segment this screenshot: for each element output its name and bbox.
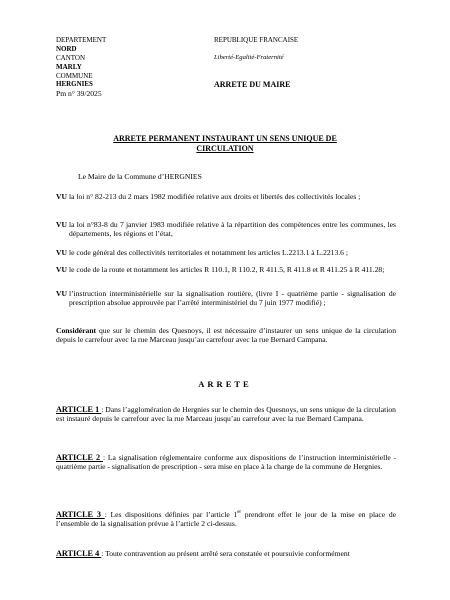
vu-label: VU	[56, 248, 67, 257]
article-label: ARTICLE 4	[56, 549, 102, 558]
title-line-1: ARRETE PERMANENT INSTAURANT UN SENS UNIQUE DE	[113, 134, 337, 143]
vu-item	[56, 289, 396, 308]
canton-label: CANTON	[56, 53, 86, 62]
vu-item	[56, 265, 396, 289]
intro-line: Le Maire de la Commune d’HERGNIES	[78, 172, 202, 181]
arrete-heading: ARRETE	[198, 379, 252, 389]
article-3	[56, 508, 396, 529]
vu-label: VU	[56, 192, 67, 201]
article-text: : Toute contravention au présent arrêté sera constatée et poursuivie conformément	[101, 549, 350, 558]
departement-label: DEPARTEMENT	[56, 36, 107, 44]
vu-text: la loi n°83-8 du 7 janvier 1983 modifiée relative à la répartition des compétences entre les communes, les départements, les régions et l’état,	[69, 220, 396, 239]
vu-item	[56, 220, 396, 248]
vu-label: VU	[56, 220, 67, 229]
header-left-block	[56, 36, 196, 98]
article-text-start: : Les dispositions définies par l’article 1	[104, 510, 238, 519]
commune-value: HERGNIES	[56, 80, 93, 89]
commune-label: COMMUNE	[56, 71, 93, 80]
article-text-end: prendront effet le jour de la mise en place de l’ensemble de la signalisation prévue à l’article 2 ci-dessus.	[56, 510, 396, 529]
article-label: ARTICLE 1	[56, 405, 102, 414]
vu-text: le code général des collectivités territoriales et notamment les articles L.2213.1 à L.2213.6 ;	[69, 248, 348, 257]
vu-item	[56, 248, 396, 265]
considerant-paragraph	[56, 326, 396, 345]
article-label: ARTICLE 3	[56, 510, 105, 519]
republic-label: REPUBLIQUE FRANCAISE	[214, 36, 299, 44]
document-type: ARRETE DU MAIRE	[214, 80, 291, 89]
vu-item	[56, 192, 396, 220]
vu-label: VU	[56, 289, 67, 298]
title-line-2: CIRCULATION	[196, 144, 254, 153]
vu-label: VU	[56, 265, 67, 274]
departement-value: NORD	[56, 44, 77, 53]
vu-list	[56, 192, 396, 308]
article-label: ARTICLE 2	[56, 453, 103, 462]
republic-motto: Liberté-Egalité-Fraternité	[214, 54, 284, 61]
considerant-text: que sur le chemin des Quesnoys, il est nécessaire d’instaurer un sens unique de la circulation depuis le carrefour avec la rue Marceau jusqu’au carrefour avec la rue Bernard Campana.	[56, 326, 396, 345]
reference-number: Pm n° 39/2025	[56, 89, 102, 99]
canton-value: MARLY	[56, 62, 82, 71]
vu-text: la loi n° 82-213 du 2 mars 1982 modifiée relative aux droits et libertés des collectivités locales ;	[69, 192, 361, 201]
article-text: : Dans l’agglomération de Hergnies sur le chemin des Quesnoys, un sens unique de la circulation est instauré depuis le carrefour avec la rue Marceau jusqu’au carrefour avec la rue Bernard Campana.	[56, 405, 396, 424]
article-1	[56, 405, 396, 424]
article-superscript: er	[237, 510, 242, 515]
vu-text: l’instruction interministérielle sur la signalisation routière, (livre I - quatrième partie - signalisation de prescription absolue approuvée par l’arrêté interministériel du 7 juin 1977 modifié) ;	[69, 289, 396, 308]
document-title	[0, 134, 450, 154]
considerant-label: Considérant	[56, 326, 97, 335]
vu-text: le code de la route et notamment les articles R 110.1, R 110.2, R 411.5, R 411.8 et R 411.25 à R 411.28;	[69, 265, 385, 274]
article-2	[56, 453, 396, 472]
article-4	[56, 549, 396, 558]
article-text: : La signalisation réglementaire conforme aux dispositions de l’instruction interministérielle - quatrième partie - signalisation de prescription - sera mise en place à la charge de la commune de Hergnies.	[56, 453, 396, 472]
